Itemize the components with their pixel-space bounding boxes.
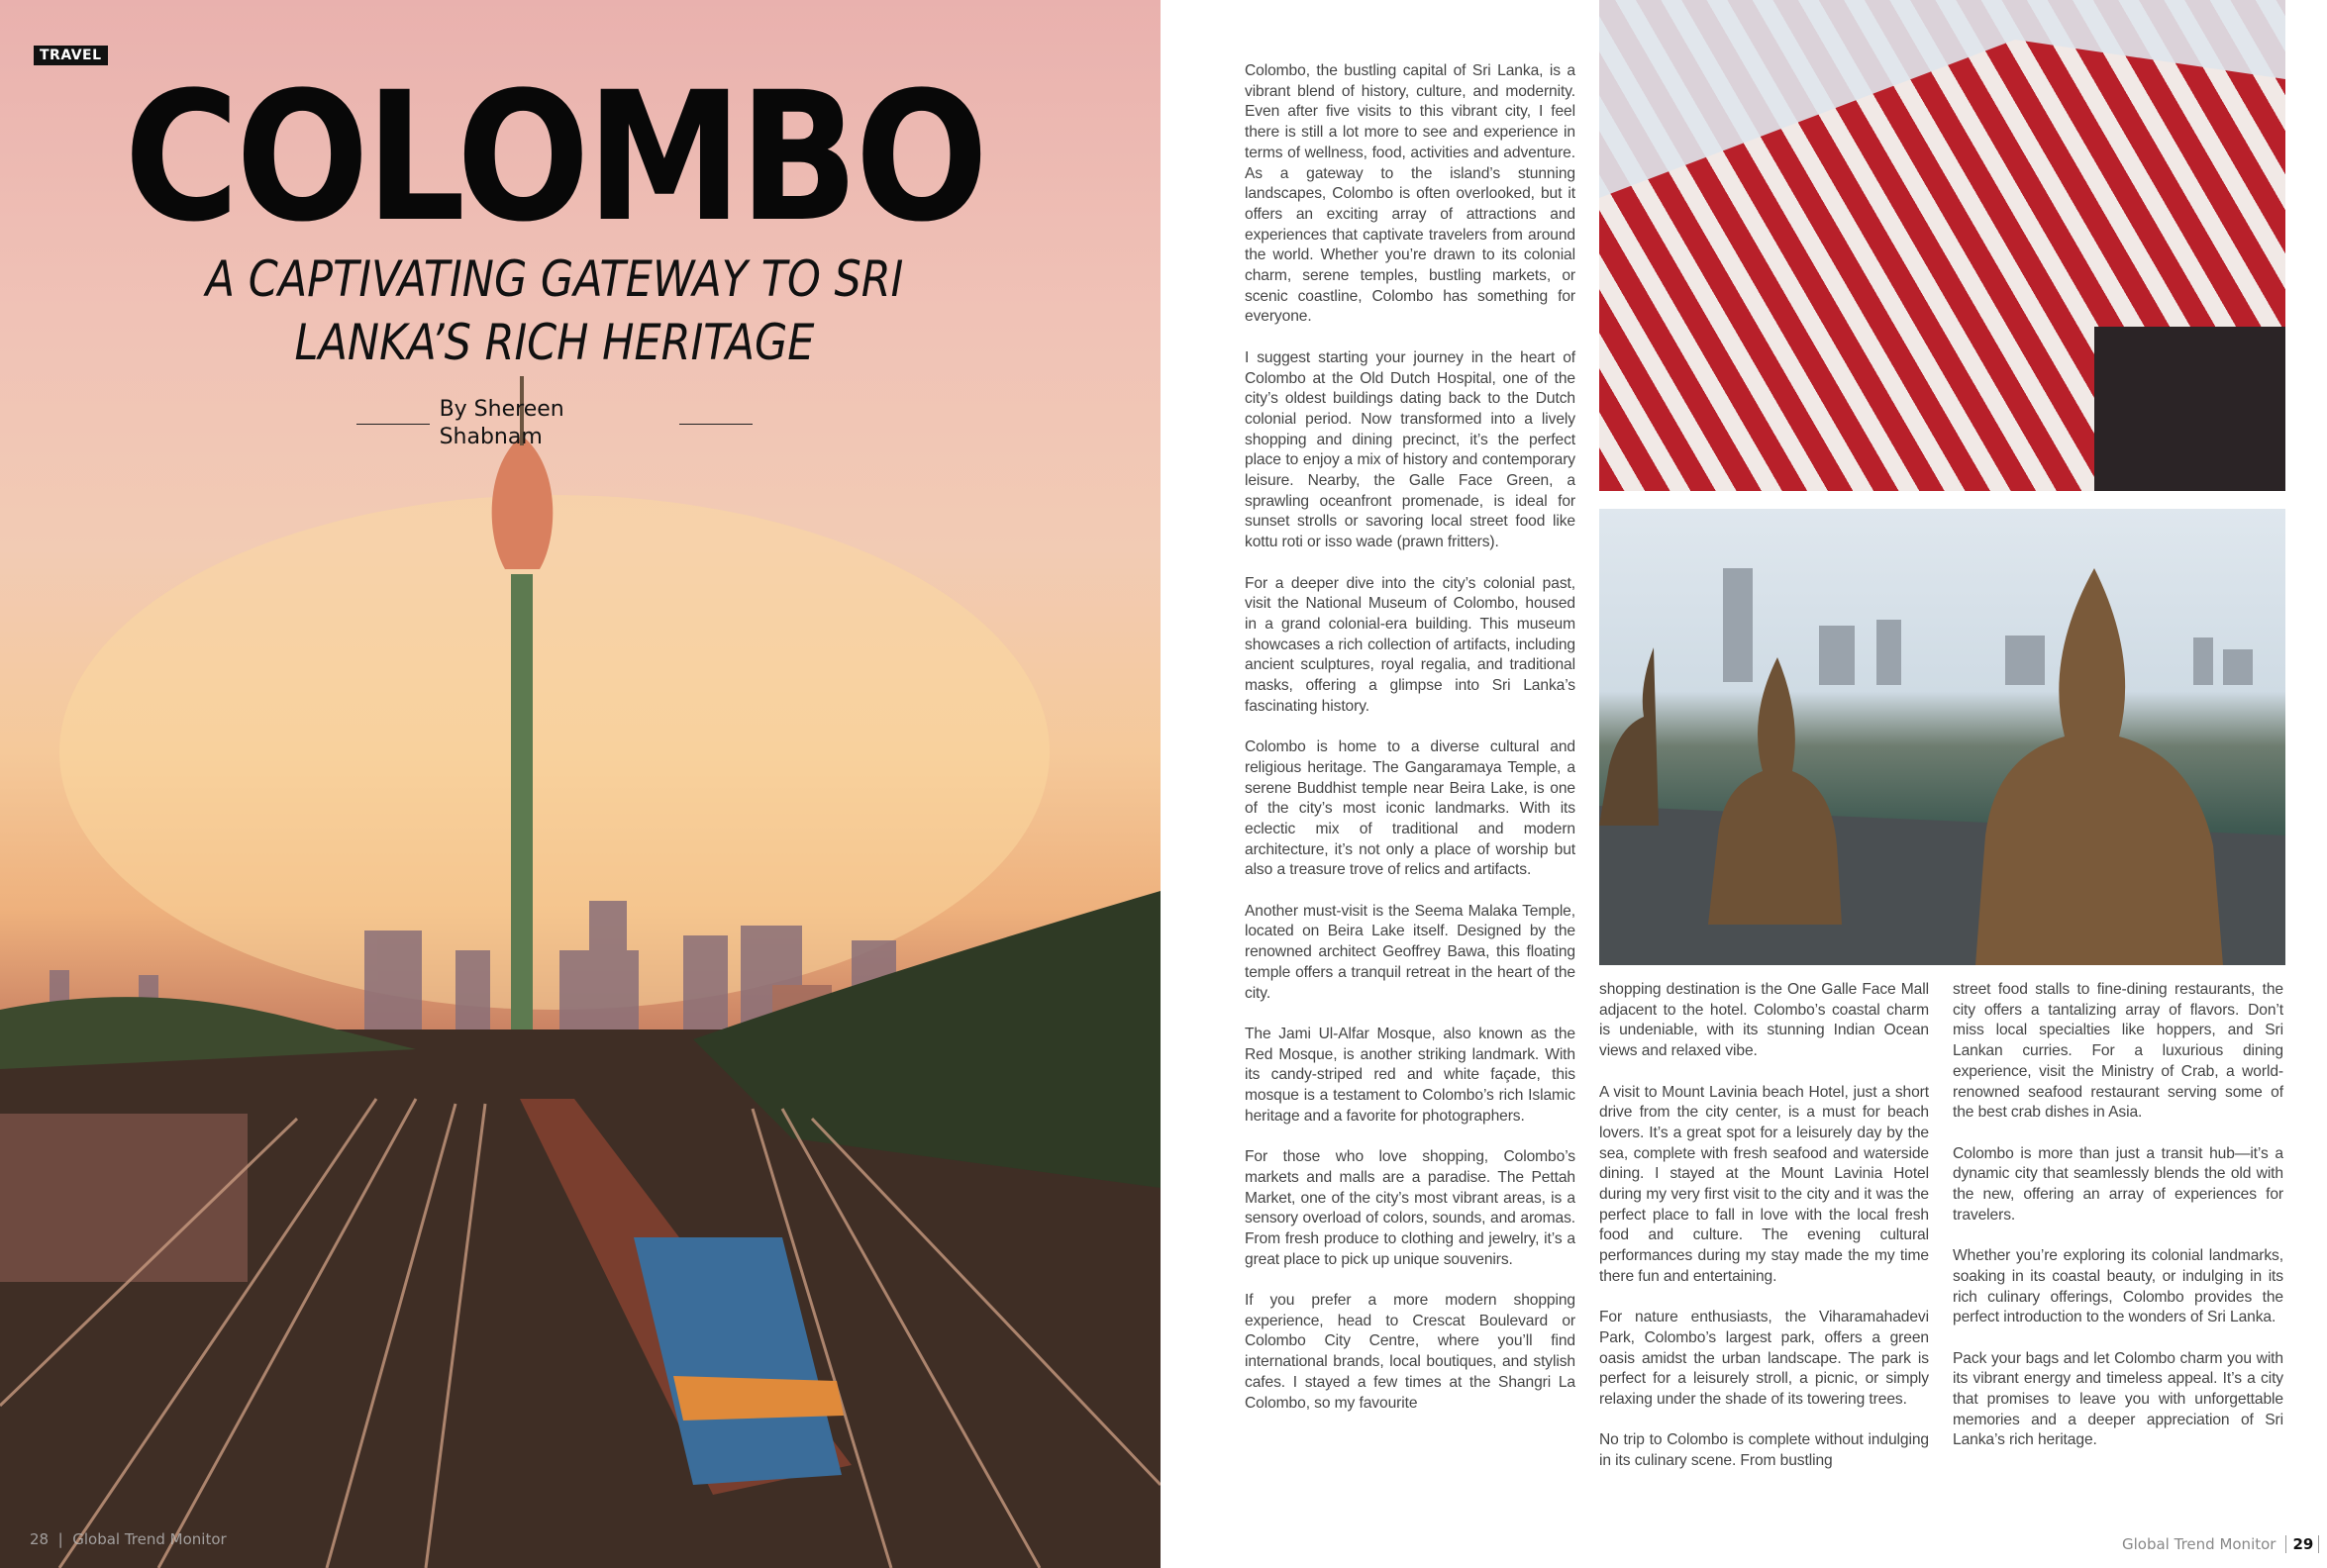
photo-red-mosque: [1599, 0, 2285, 491]
mosque-illustration: [1599, 0, 2285, 491]
article-subtitle: [77, 247, 1031, 374]
photo-seema-malaka-buddhas: [1599, 509, 2285, 965]
paragraph: street food stalls to fine-dining restaurants, the city offers a tantalizing array of flavors. Don’t miss local specialties like hoppers, and Sri Lankan curries. For a luxurious dining experience, visit the Ministry of Crab, a world-renowned seafood restaurant serving some of the best crab dishes in Asia.: [1953, 981, 2283, 1122]
paragraph: Colombo is home to a diverse cultural and religious heritage. The Gangaramaya Temple, a serene Buddhist temple near Beira Lake, is one of the city’s most iconic landmarks. With its eclectic mix of traditional and modern architecture, it’s not only a place of worship but also a treasure trove of relics and artifacts.: [1245, 738, 1575, 879]
footer-brand: Global Trend Monitor: [2122, 1535, 2276, 1553]
paragraph: Whether you’re exploring its colonial landmarks, soaking in its coastal beauty, or indulging in its rich culinary offerings, Colombo provides the perfect introduction to the wonders of Sri Lanka.: [1953, 1247, 2283, 1326]
byline: [356, 396, 753, 451]
divider: [356, 424, 430, 425]
page-number: 28: [30, 1530, 50, 1548]
paragraph: Colombo, the bustling capital of Sri Lanka, is a vibrant blend of history, culture, and modernity. Even after five visits to this vibrant city, I feel there is still a lot more to see and experience in terms of wellness, food, activities and adventure. As a gateway to the island’s stunning landscapes, Colombo is often overlooked, but it offers an exciting array of attractions and experiences that captivate travelers from around the world. Whether you’re drawn to its colonial charm, serene temples, bustling markets, or scenic coastline, Colombo has something for everyone.: [1245, 62, 1575, 326]
article-title: COLOMBO: [124, 54, 985, 261]
paragraph: Colombo is more than just a transit hub—it’s a dynamic city that seamlessly blends the old with the new, offering an array of experiences for travelers.: [1953, 1144, 2283, 1224]
paragraph: The Jami Ul-Alfar Mosque, also known as the Red Mosque, is another striking landmark. With its candy-striped red and white façade, this mosque is a testament to Colombo’s rich Islamic heritage and a favorite for photographers.: [1245, 1025, 1575, 1125]
text-column-2: [1599, 980, 1929, 1472]
author: By Shereen Shabnam: [439, 397, 564, 449]
page-number: 29: [2285, 1535, 2319, 1553]
paragraph: shopping destination is the One Galle Face Mall adjacent to the hotel. Colombo’s coastal charm is undeniable, with its stunning Indian Ocean views and relaxed vibe.: [1599, 981, 1929, 1060]
footer-left: 28 | Global Trend Monitor: [30, 1530, 227, 1548]
footer-brand: Global Trend Monitor: [72, 1530, 227, 1548]
paragraph: For those who love shopping, Colombo’s markets and malls are a paradise. The Pettah Market, one of the city’s most vibrant areas, is a sensory overload of colors, sounds, and aromas. From fresh produce to clothing and jewelry, it’s a great place to pick up unique souvenirs.: [1245, 1148, 1575, 1268]
cover-photo-colombo-skyline: [0, 0, 1161, 1568]
divider: [679, 424, 753, 425]
paragraph: Pack your bags and let Colombo charm you with its vibrant energy and timeless appeal. It’s a city that promises to leave you with unforgettable memories and a deeper appreciation of Sri Lanka’s rich heritage.: [1953, 1349, 2283, 1449]
paragraph: If you prefer a more modern shopping experience, head to Crescat Boulevard or Colombo City Centre, where you’ll find international brands, local boutiques, and stylish cafes. I stayed a few times at the Shangri La Colombo, so my favourite: [1245, 1292, 1575, 1412]
text-column-1: [1245, 61, 1575, 1414]
paragraph: For nature enthusiasts, the Viharamahadevi Park, Colombo’s largest park, offers a green oasis amidst the urban landscape. The park is perfect for a leisurely stroll, a picnic, or simply relaxing under the shade of its towering trees.: [1599, 1309, 1929, 1409]
paragraph: A visit to Mount Lavinia beach Hotel, just a short drive from the city center, is a must for beach lovers. It’s a great spot for a leisurely day by the sea, complete with fresh seafood and waterside dining. I stayed at the Mount Lavinia Hotel during my very first visit to the city and it was the perfect place to fall in love with the local fresh food and culture. The evening cultural performances during my stay made the my time there fun and entertaining.: [1599, 1083, 1929, 1285]
footer-right: [2122, 1534, 2319, 1554]
subtitle-line: LANKA’S RICH HERITAGE: [294, 314, 815, 371]
paragraph: Another must-visit is the Seema Malaka Temple, located on Beira Lake itself. Designed by the renowned architect Geoffrey Bawa, this floating temple offers a tranquil retreat in the heart of the city.: [1245, 902, 1575, 1002]
buddha-statues-illustration: [1599, 509, 2285, 965]
paragraph: No trip to Colombo is complete without indulging in its culinary scene. From bustling: [1599, 1431, 1929, 1470]
text-column-3: [1953, 980, 2283, 1451]
section-badge: TRAVEL: [34, 46, 108, 65]
subtitle-line: A CAPTIVATING GATEWAY TO SRI: [205, 250, 904, 308]
paragraph: I suggest starting your journey in the heart of Colombo at the Old Dutch Hospital, one of the city’s oldest buildings dating back to the Dutch colonial period. Now transformed into a lively shopping and dining precinct, it’s the perfect place to enjoy a mix of history and contemporary leisure. Nearby, the Galle Face Green, a sprawling oceanfront promenade, is ideal for sunset strolls or savoring local street food like kottu roti or isso wade (prawn fritters).: [1245, 348, 1575, 551]
paragraph: For a deeper dive into the city’s colonial past, visit the National Museum of Colombo, housed in a grand colonial-era building. This museum showcases a rich collection of artifacts, including ancient sculptures, royal regalia, and traditional masks, offering a glimpse into Sri Lanka’s fascinating history.: [1245, 574, 1575, 715]
